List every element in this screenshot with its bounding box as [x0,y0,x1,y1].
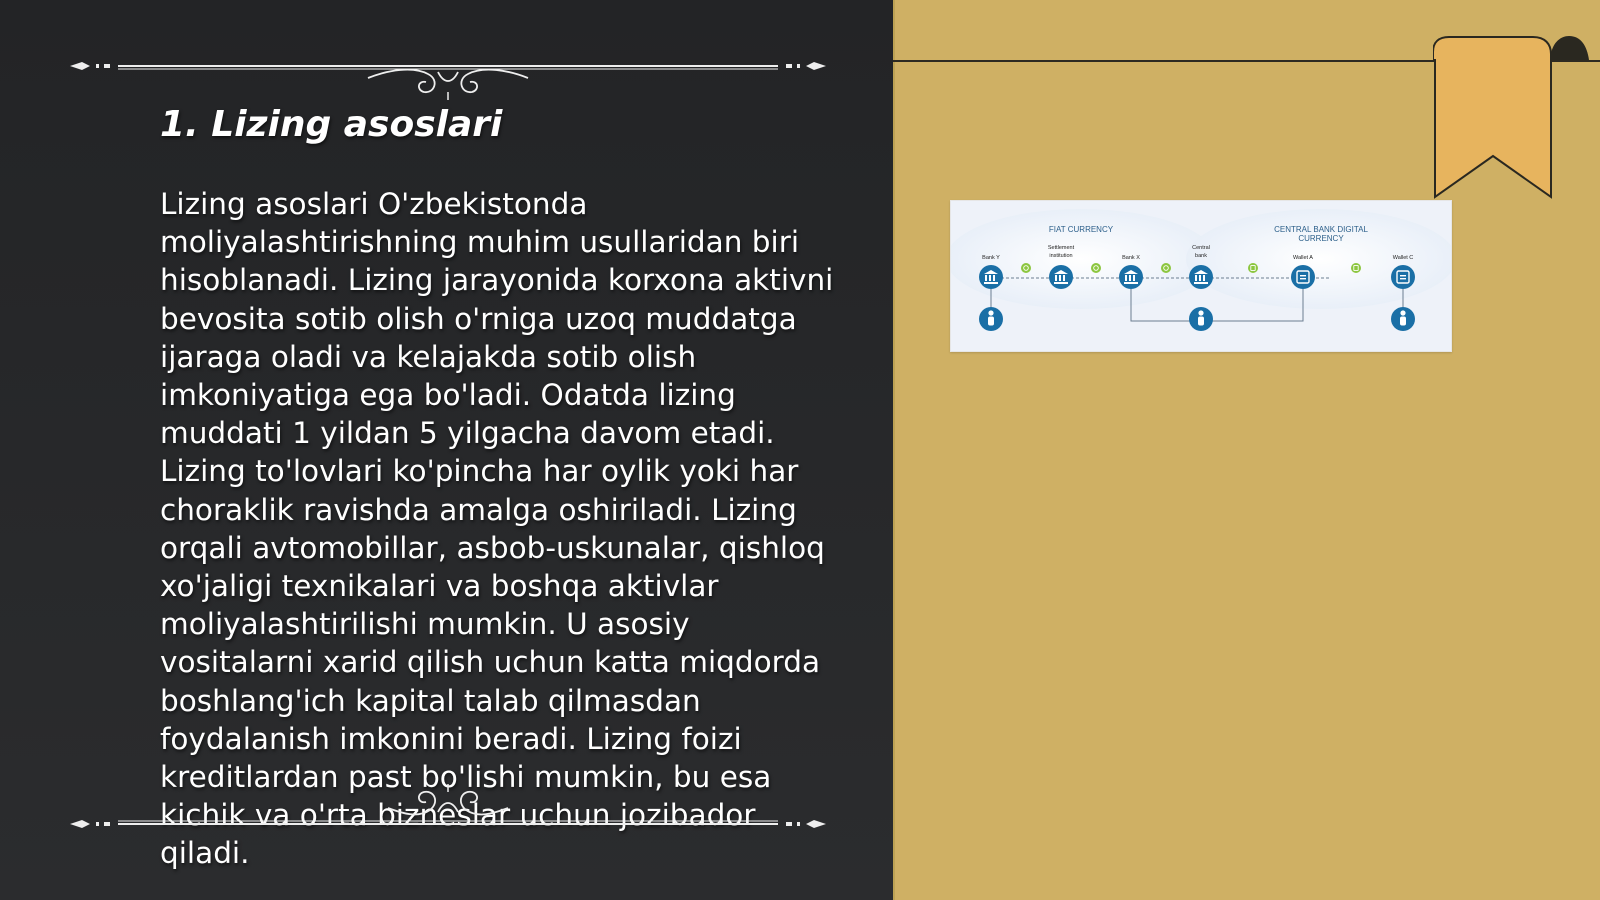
node-label-bank-x: Bank X [1122,255,1140,261]
bookmark-decoration [1433,32,1593,202]
node-label-wallet-c: Wallet C [1392,255,1414,261]
bank-y-icon [979,265,1003,289]
settlement-institution-icon [1049,265,1073,289]
bottom-ornament-divider [68,778,828,838]
central-bank-icon [1189,265,1213,289]
wallet-a-icon [1291,265,1315,289]
cbdc-label-line2: CURRENCY [1298,234,1344,243]
cbdc-diagram [950,200,1452,352]
slide-title: 1. Lizing asoslari [160,104,503,145]
slide-body-text: Lizing asoslari O'zbekistonda moliyalashtirishning muhim usullaridan biri hisoblanadi. Lizing jarayonida korxona aktivni bevosita sotib olish o'rniga uzoq muddatga ijaraga oladi va kelajakda sotib olish imkoniyatiga ega bo'ladi. Odatda lizing muddati 1 yildan 5 yilgacha davom etadi. Lizing to'lovlari ko'pincha har oylik yoki har choraklik ravishda amalga oshiriladi. Lizing orqali avtomobillar, asbob-uskunalar, qishloq xo'jaligi texnikalari va boshqa aktivlar moliyalashtirilishi mumkin. U asosiy vositalarni xarid qilish uchun katta miqdorda boshlang'ich kapital talab qilmasdan foydalanish imkonini beradi. Lizing foizi kreditlardan past bo'lishi mumkin, bu esa kichik va o'rta bizneslar uchun jozibador qiladi. [160,187,834,871]
top-ornament-divider [68,40,828,100]
person-c-icon [1391,307,1415,331]
person-y-icon [979,307,1003,331]
wallet-c-icon [1391,265,1415,289]
bank-x-icon [1119,265,1143,289]
fiat-currency-label: FIAT CURRENCY [1048,225,1114,234]
cbdc-label-line1: CENTRAL BANK DIGITAL [1274,225,1368,234]
node-label-central-2: bank [1195,253,1207,259]
node-label-settlement-1: Settlement [1047,245,1075,251]
node-label-bank-y: Bank Y [982,255,1000,261]
node-label-central-1: Central [1192,245,1210,251]
node-label-settlement-2: institution [1049,253,1073,259]
person-central-icon [1189,307,1213,331]
node-label-wallet-a: Wallet A [1293,255,1313,261]
